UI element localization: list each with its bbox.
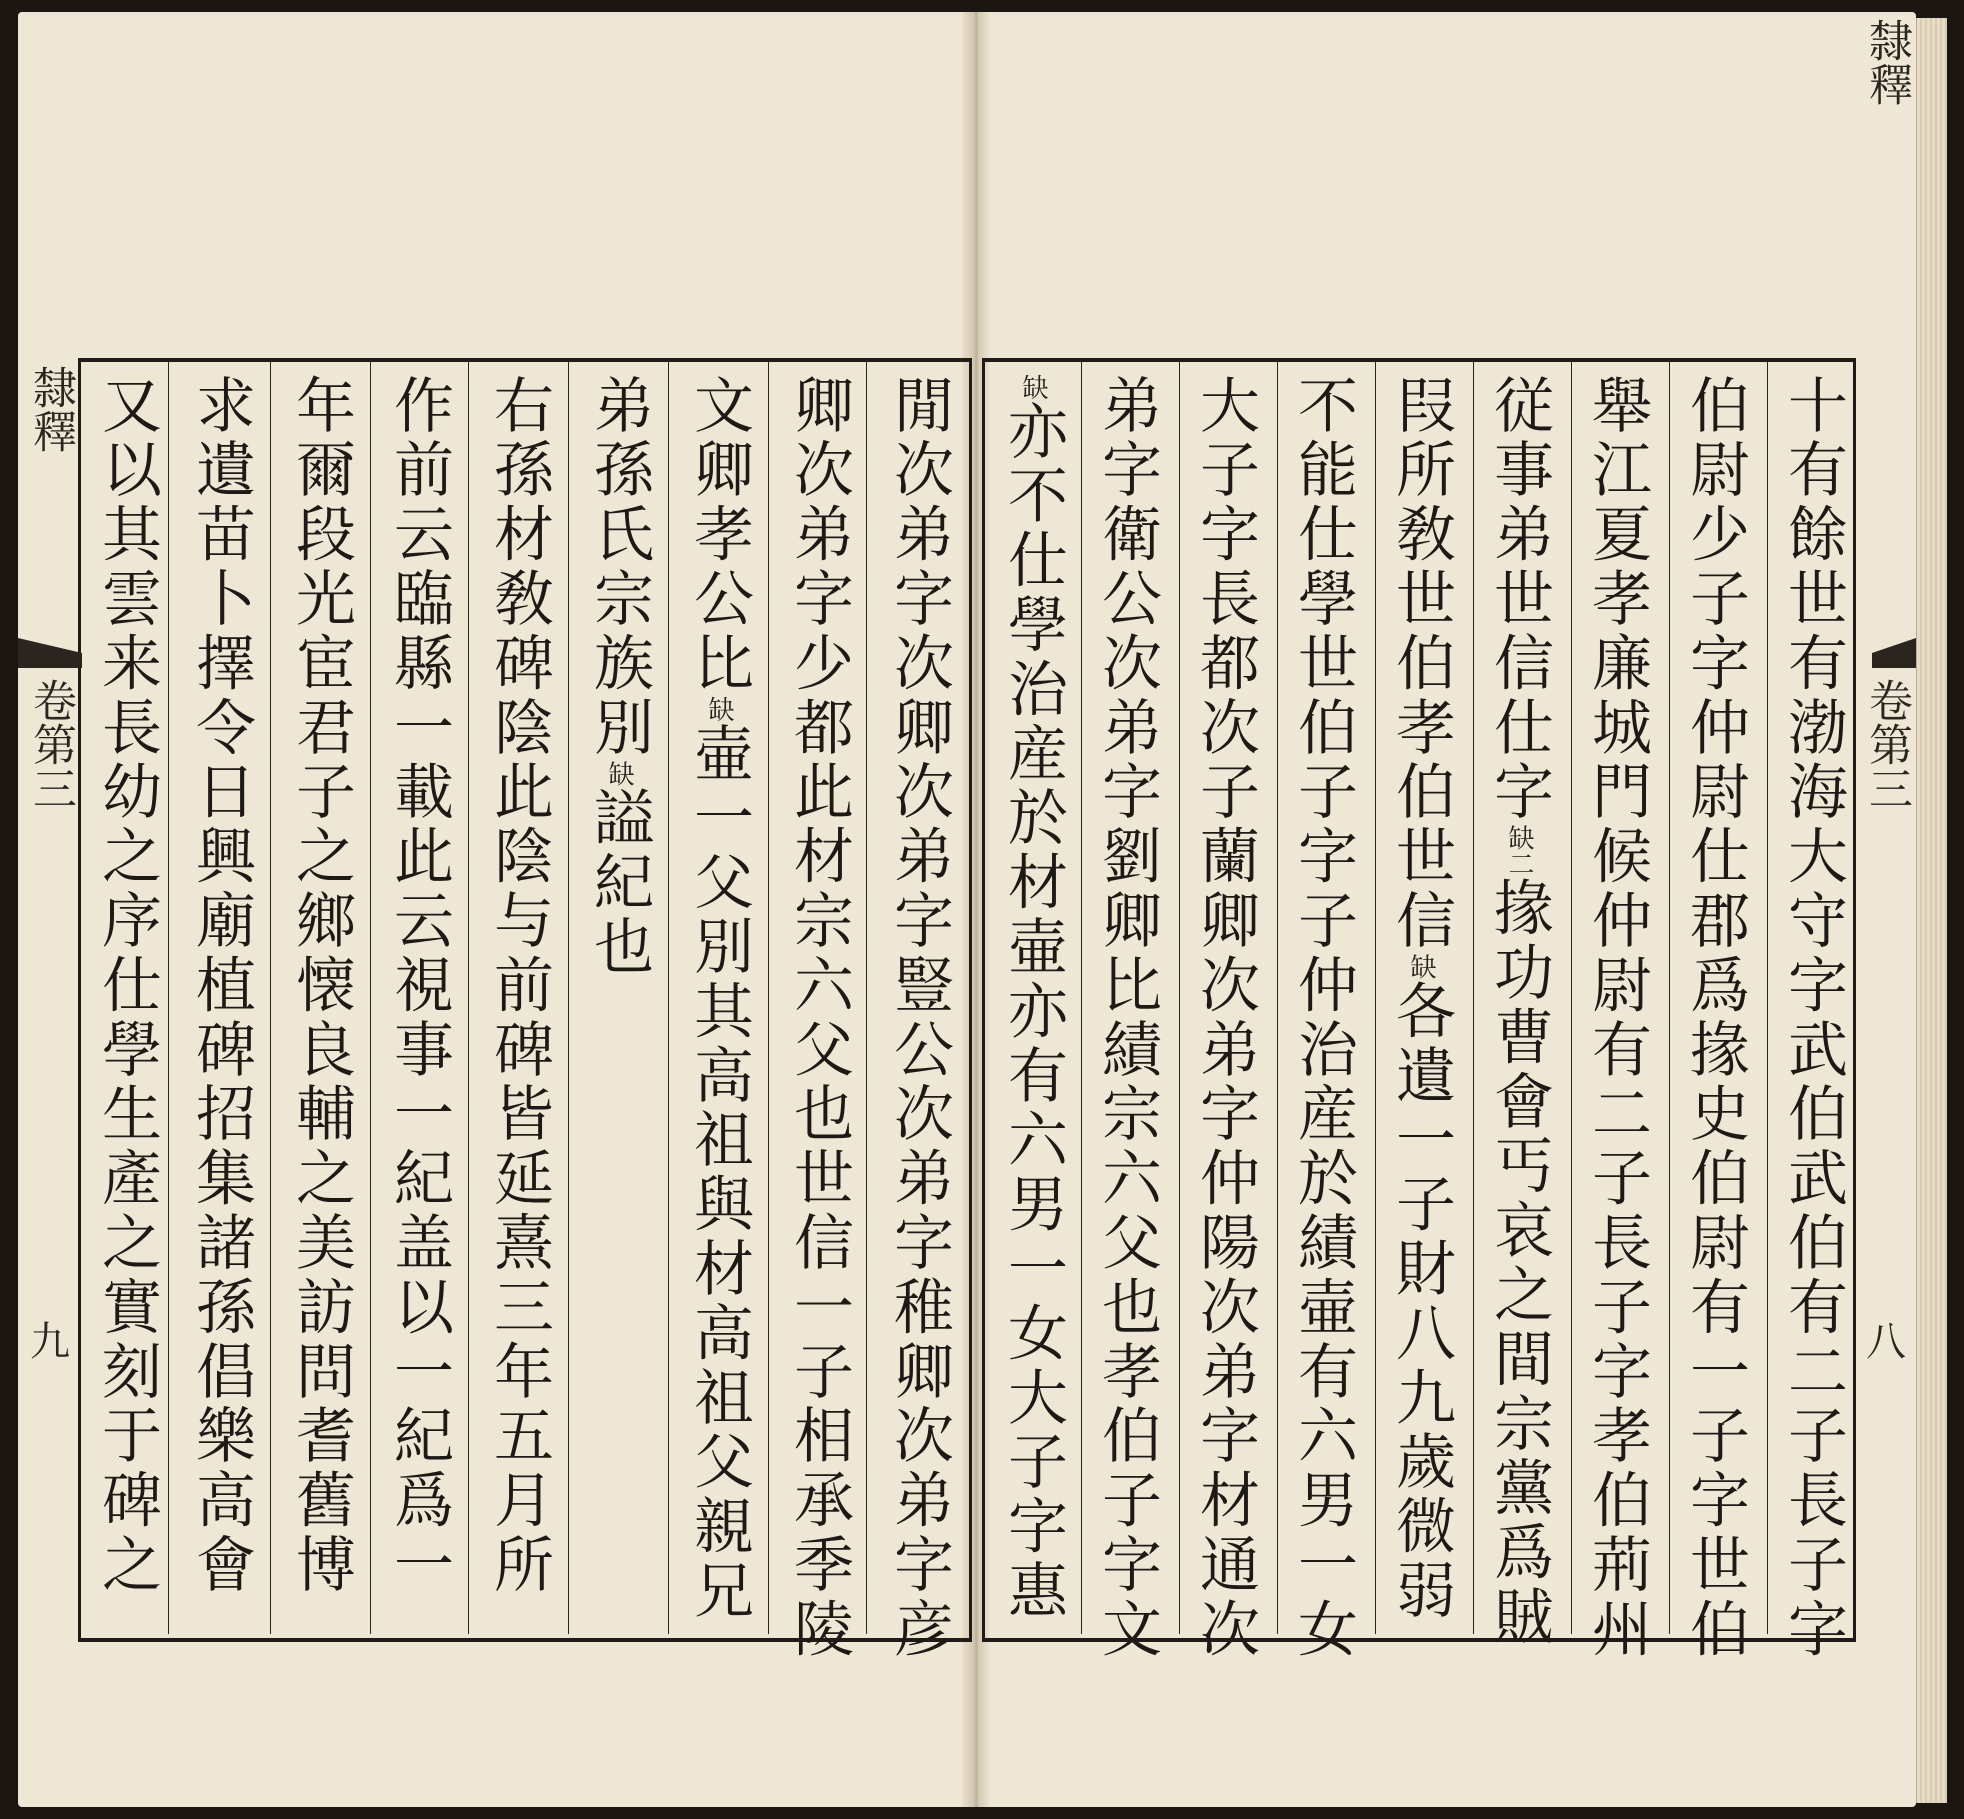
right-margin-volume: 卷第三 (1861, 678, 1912, 810)
column-text: 壷一父別其高祖與材高祖父親兄 (684, 722, 754, 1624)
lacuna-note: 缺 (704, 696, 734, 722)
left-page-column (774, 374, 864, 1662)
left-page-column (874, 374, 964, 1662)
left-page-column (574, 374, 664, 980)
lacuna-note: 缺二 (1504, 824, 1534, 877)
right-page-column (1278, 374, 1368, 1662)
page-fore-edge (1916, 18, 1947, 1803)
right-page-column (1376, 374, 1466, 1624)
column-text: 従事弟世信仕字 (1484, 374, 1554, 825)
column-text: 叚所敎世伯孝伯世信 (1386, 374, 1456, 954)
right-margin-title: 隸釋 (1861, 18, 1912, 106)
lacuna-note: 缺 (1406, 953, 1436, 980)
right-page-column (1180, 374, 1270, 1662)
column-text: 卿次弟字少都此材宗六父也世信一子相承季陵 (784, 374, 854, 1662)
left-page-column (82, 374, 172, 1598)
column-rule (568, 362, 569, 1634)
left-page-column (176, 374, 266, 1598)
column-text: 求遺苗卜擇令日興廟植碑招集諸孫倡樂高會 (186, 374, 256, 1598)
lacuna-note: 缺 (604, 760, 634, 787)
left-margin-volume: 卷第三 (25, 678, 76, 810)
right-page-column (1670, 374, 1760, 1662)
left-margin-title: 隸釋 (25, 365, 76, 453)
column-text: 十有餘世有渤海大守字武伯武伯有二子長子字 (1778, 374, 1848, 1662)
column-text: 掾功曹會丐哀之間宗黨爲賊 (1484, 876, 1554, 1650)
column-text: 大子字長都次子蘭卿次弟字仲陽次弟字材通次 (1190, 374, 1260, 1662)
column-text: 舉江夏孝廉城門候仲尉有二子長子字孝伯荊州 (1582, 374, 1652, 1662)
lacuna-note: 缺 (1018, 374, 1048, 400)
column-text: 不能仕學世伯子字子仲治産於績壷有六男一女 (1288, 374, 1358, 1662)
left-page-column (276, 374, 366, 1598)
column-rule (468, 362, 469, 1634)
column-text: 年爾段光宦君子之鄉懐良輔之美訪問耆舊博 (286, 374, 356, 1598)
right-page-column (1474, 374, 1564, 1650)
column-text: 弟孫氏宗族別 (584, 374, 654, 761)
column-rule (668, 362, 669, 1634)
column-text: 右孫材敎碑陰此陰与前碑皆延熹三年五月所 (484, 374, 554, 1598)
column-text: 又以其雲来長幼之序仕學生產之實刻于碑之 (92, 374, 162, 1598)
right-page-column (1572, 374, 1662, 1662)
left-page-number: 九 (30, 1319, 70, 1365)
right-page-number: 八 (1866, 1319, 1906, 1365)
right-page-column (988, 374, 1078, 1624)
column-rule (866, 362, 867, 1634)
column-rule (370, 362, 371, 1634)
column-text: 各遺一子財八九歲微弱 (1386, 979, 1456, 1624)
column-text: 作前云臨縣一載此云視事一紀盖以一紀爲一 (384, 374, 454, 1598)
column-rule (768, 362, 769, 1634)
column-text: 伯尉少子字仲尉仕郡爲掾史伯尉有一子字世伯 (1680, 374, 1750, 1662)
left-page-column (474, 374, 564, 1598)
column-text: 亦不仕學治産於材壷亦有六男一女大子字惠 (998, 400, 1068, 1624)
right-page-column (1768, 374, 1858, 1662)
left-page-column (374, 374, 464, 1598)
right-page-column (1082, 374, 1172, 1662)
left-page-column (674, 374, 764, 1624)
column-text: 謚紀也 (584, 786, 654, 980)
column-rule (270, 362, 271, 1634)
column-text: 文卿孝公比 (684, 374, 754, 696)
column-text: 弟字衛公次弟字劉卿比績宗六父也孝伯子字文 (1092, 374, 1162, 1662)
column-text: 閒次弟字次卿次弟字豎公次弟字稚卿次弟字彦 (884, 374, 954, 1662)
